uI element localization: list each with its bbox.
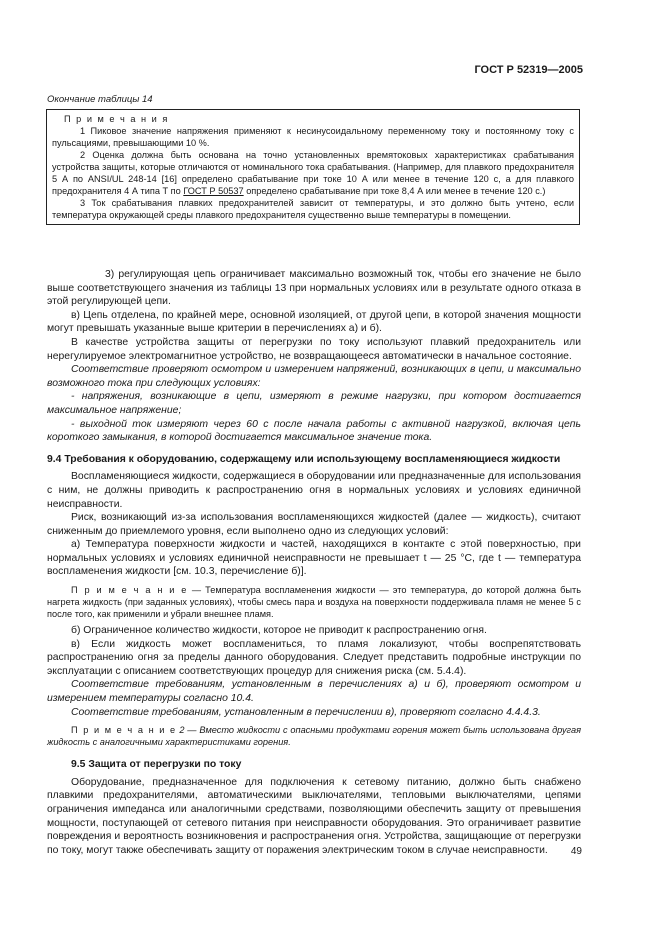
paragraph: а) Температура поверхности жидкости и частей, находящихся в контакте с этой поверхностью, при нормальных условиях и условиях единичной неисправности не превышает t — 25 °С, где t — температура воспламенения жидкости [см. 10.3, перечисление б)]. xyxy=(47,539,581,578)
note-text: — Температура воспламенения жидкости — это температура, до которой должна быть нагрета жидкость (при заданных условиях), чтобы смесь пара и воздуха на поверхности поддерживала пламя не менее 5 с после того, как применили и убрали внешнее пламя. xyxy=(47,585,581,620)
paragraph: 3) регулирующая цепь ограничивает максимально возможный ток, чтобы его значение не было выше соответствующего значения из таблицы 13 при нормальных условиях или в результате одного отказа в этой регулирующей цепи. xyxy=(47,269,581,308)
note-label: П р и м е ч а н и е xyxy=(71,725,177,736)
paragraph: Риск, возникающий из-за использования воспламеняющихся жидкостей (далее — жидкость), считают сниженным до приемлемого уровня, если выполнено одно из следующих условий: xyxy=(47,512,581,537)
note-2-text-a: 2 Оценка должна быть основана на точно установленных времятоковых характеристиках срабатывания устройства защиты, которые отличаются от номинального тока срабатывания. (Например, для плавкого предохранителя 5 А по ANSI/UL 248-14 [16] определено срабатывание при токе 10 А или менее в течение 120 с, а для плавкого предохранителя 4 А типа Т по xyxy=(52,150,574,196)
note-label: П р и м е ч а н и е xyxy=(71,585,188,596)
notes-title: П р и м е ч а н и я xyxy=(64,114,169,124)
compliance-paragraph: Соответствие требованиям, установленным в перечислениях а) и б), проверяют осмотром и измерением температуры согласно 10.4. xyxy=(47,679,581,705)
gost-reference-link[interactable]: ГОСТ Р 50537 xyxy=(183,186,244,196)
paragraph: в) Если жидкость может воспламениться, то пламя локализуют, чтобы воспрепятствовать распространению огня за пределы данного оборудования. Следует представить подробные инструкции по эксплуатации с описанием соответствующих процедур для снижения риска (см. 5.4.4). xyxy=(47,638,581,677)
paragraph: в) Цепь отделена, по крайней мере, основной изоляцией, от другой цепи, в которой значения мощности могут превышать указанные выше критерии в перечислениях а) и б). xyxy=(47,309,581,335)
paragraph: В качестве устройства защиты от перегрузки по току используют плавкий предохранитель или нерегулируемое электромагнитное устройство, не возвращающееся автоматически в начальное состояние. xyxy=(47,336,581,362)
note-2 xyxy=(52,149,574,197)
compliance-paragraph: Соответствие требованиям, установленным в перечислении в), проверяют согласно 4.4.4.3. xyxy=(71,706,541,718)
section-heading-9-5: 9.5 Защита от перегрузки по току xyxy=(71,759,242,771)
note-3: 3 Ток срабатывания плавких предохранителей зависит от температуры, и это должно быть учтено, если температура окружающей среды плавкого предохранителя существенно выше температуры в помещении. xyxy=(52,198,574,220)
list-item: - напряжения, возникающие в цепи, измеряют в режиме нагрузки, при котором достигается максимальное напряжение; xyxy=(47,391,581,416)
section-heading-9-4: 9.4 Требования к оборудованию, содержащему или использующему воспламеняющиеся жидкости xyxy=(47,453,561,465)
main-text xyxy=(47,268,581,857)
table-notes-box xyxy=(46,109,580,225)
page-number: 49 xyxy=(570,846,582,857)
paragraph: Оборудование, предназначенное для подключения к сетевому питанию, должно быть снабжено плавкими предохранителями, автоматическими выключателями, тепловыми выключателями, цепями ограничения импеданса или аналогичными средствами, позволяющими обеспечить защиту от превышения мощности, поступающей от сетевого питания при неисправности оборудования. Это ограничивает развитие повреждения и вероятность возникновения и распространения огня. Устройства, защищающие от перегрузки по току, могут также обеспечивать защиту от поражения электрическим током в случае неисправности. xyxy=(47,776,581,856)
note-1: 1 Пиковое значение напряжения применяют к несинусоидальному переменному току и постоянному току с пульсациями, превышающими 10 %. xyxy=(52,126,574,148)
document-code: ГОСТ Р 52319—2005 xyxy=(474,64,583,76)
paragraph: б) Ограниченное количество жидкости, которое не приводит к распространению огня. xyxy=(71,625,487,637)
note-paragraph xyxy=(47,584,581,620)
table-caption: Окончание таблицы 14 xyxy=(47,94,153,105)
paragraph: Воспламеняющиеся жидкости, содержащиеся в оборудовании или предназначенные для использования с ним, не должны приводить к распространению огня в нормальных условиях и условиях единичной неисправности. xyxy=(47,471,581,510)
note-text: 2 — Вместо жидкости с опасными продуктами горения может быть использована другая жидкость с аналогичными характеристиками горения. xyxy=(47,725,581,748)
compliance-paragraph: Соответствие проверяют осмотром и измерением напряжений, возникающих в цепи, и максимально возможного тока при следующих условиях: xyxy=(47,364,581,389)
list-item: - выходной ток измеряют через 60 с после начала работы с активной нагрузкой, включая цепь короткого замыкания, в которой достигается максимальное значение тока. xyxy=(47,418,581,444)
note-2-text-b: определено срабатывание при токе 8,4 А или менее в течение 120 с.) xyxy=(243,186,546,196)
note-paragraph xyxy=(47,724,581,748)
